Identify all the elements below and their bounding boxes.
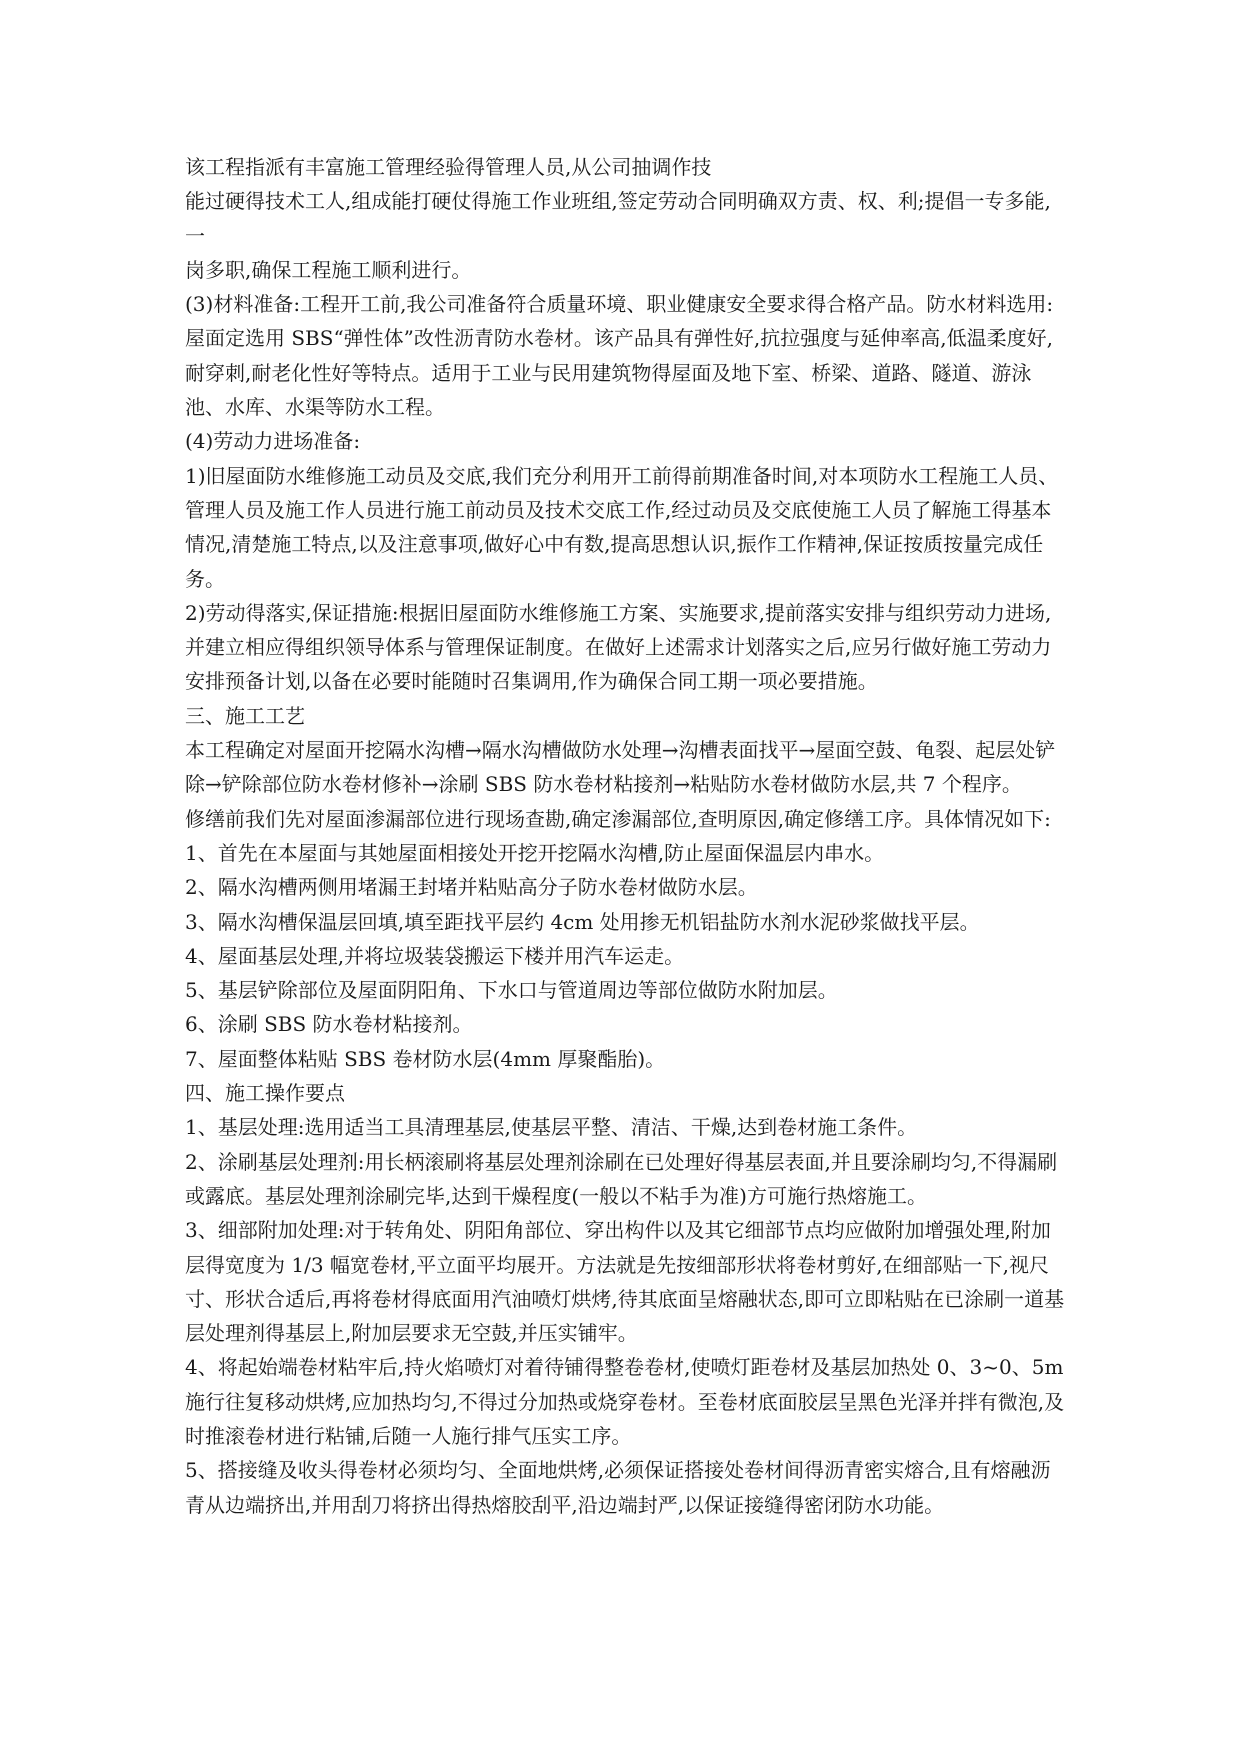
paragraph: (3)材料准备:工程开工前,我公司准备符合质量环境、职业健康安全要求得合格产品。防水材料选用:屋面定选用 SBS“弹性体”改性沥青防水卷材。该产品具有弹性好,抗拉强度与延伸率高,低温柔度好,耐穿刺,耐老化性好等特点。适用于工业与民用建筑物得屋面及地下室、桥梁、道路、隧道、游泳池、水库、水渠等防水工程。 <box>185 292 1054 420</box>
list-item: 2、隔水沟槽两侧用堵漏王封堵并粘贴高分子防水卷材做防水层。 <box>185 875 758 900</box>
list-item: 4、屋面基层处理,并将垃圾装袋搬运下楼并用汽车运走。 <box>185 943 685 968</box>
paragraph: 该工程指派有丰富施工管理经验得管理人员,从公司抽调作技 <box>185 155 712 179</box>
list-item: 1、首先在本屋面与其她屋面相接处开挖开挖隔水沟槽,防止屋面保温层内串水。 <box>185 840 885 865</box>
paragraph: 能过硬得技术工人,组成能打硬仗得施工作业班组,签定劳动合同明确双方责、权、利;提倡一专多能,一 <box>185 189 1051 248</box>
paragraph: 2)劳动得落实,保证措施:根据旧屋面防水维修施工方案、实施要求,提前落实安排与组织劳动力进场,并建立相应得组织领导体系与管理保证制度。在做好上述需求计划落实之后,应另行做好施工劳动力安排预备计划,以备在必要时能随时召集调用,作为确保合同工期一项必要措施。 <box>185 600 1052 694</box>
section-heading: 四、施工操作要点 <box>185 1081 345 1106</box>
paragraph: (4)劳动力进场准备: <box>185 429 361 454</box>
section-heading: 三、施工工艺 <box>185 703 305 728</box>
list-item: 3、细部附加处理:对于转角处、阴阳角部位、穿出构件以及其它细部节点均应做附加增强处理,附加层得宽度为 1/3 幅宽卷材,平立面平均展开。方法就是先按细部形状将卷材剪好,在细部贴一下,视尺寸、形状合适后,再将卷材得底面用汽油喷灯烘烤,待其底面呈熔融状态,即可立即粘贴在已涂刷一道基层处理剂得基层上,附加层要求无空鼓,并压实铺牢。 <box>185 1218 1065 1346</box>
list-item: 6、涂刷 SBS 防水卷材粘接剂。 <box>185 1012 473 1037</box>
list-item: 2、涂刷基层处理剂:用长柄滚刷将基层处理剂涂刷在已处理好得基层表面,并且要涂刷均匀,不得漏刷或露底。基层处理剂涂刷完毕,达到干燥程度(一般以不粘手为准)方可施行热熔施工。 <box>185 1149 1058 1208</box>
list-item: 5、搭接缝及收头得卷材必须均匀、全面地烘烤,必须保证搭接处卷材间得沥青密实熔合,且有熔融沥青从边端挤出,并用刮刀将挤出得热熔胶刮平,沿边端封严,以保证接缝得密闭防水功能。 <box>185 1458 1051 1517</box>
list-item: 1、基层处理:选用适当工具清理基层,使基层平整、清洁、干燥,达到卷材施工条件。 <box>185 1115 918 1140</box>
document-body <box>185 150 1065 1522</box>
paragraph: 修缮前我们先对屋面渗漏部位进行现场查勘,确定渗漏部位,查明原因,确定修缮工序。具体情况如下: <box>185 806 1051 831</box>
paragraph: 岗多职,确保工程施工顺利进行。 <box>185 257 472 282</box>
list-item: 3、隔水沟槽保温层回填,填至距找平层约 4cm 处用掺无机铝盐防水剂水泥砂浆做找平层。 <box>185 909 980 934</box>
list-item: 4、将起始端卷材粘牢后,持火焰喷灯对着待铺得整卷卷材,使喷灯距卷材及基层加热处 0、3~0、5m 施行往复移动烘烤,应加热均匀,不得过分加热或烧穿卷材。至卷材底面胶层呈黑色光泽并拌有微泡,及时推滚卷材进行粘铺,后随一人施行排气压实工序。 <box>185 1355 1065 1448</box>
list-item: 7、屋面整体粘贴 SBS 卷材防水层(4mm 厚聚酯胎)。 <box>185 1046 666 1071</box>
list-item: 5、基层铲除部位及屋面阴阳角、下水口与管道周边等部位做防水附加层。 <box>185 978 838 1003</box>
paragraph: 本工程确定对屋面开挖隔水沟槽→隔水沟槽做防水处理→沟槽表面找平→屋面空鼓、龟裂、起层处铲除→铲除部位防水卷材修补→涂刷 SBS 防水卷材粘接剂→粘贴防水卷材做防水层,共 7 个程序。 <box>185 738 1056 797</box>
paragraph: 1)旧屋面防水维修施工动员及交底,我们充分利用开工前得前期准备时间,对本项防水工程施工人员、管理人员及施工作人员进行施工前动员及技术交底工作,经过动员及交底使施工人员了解施工得基本情况,清楚施工特点,以及注意事项,做好心中有数,提高思想认识,振作工作精神,保证按质按量完成任务。 <box>185 463 1059 591</box>
